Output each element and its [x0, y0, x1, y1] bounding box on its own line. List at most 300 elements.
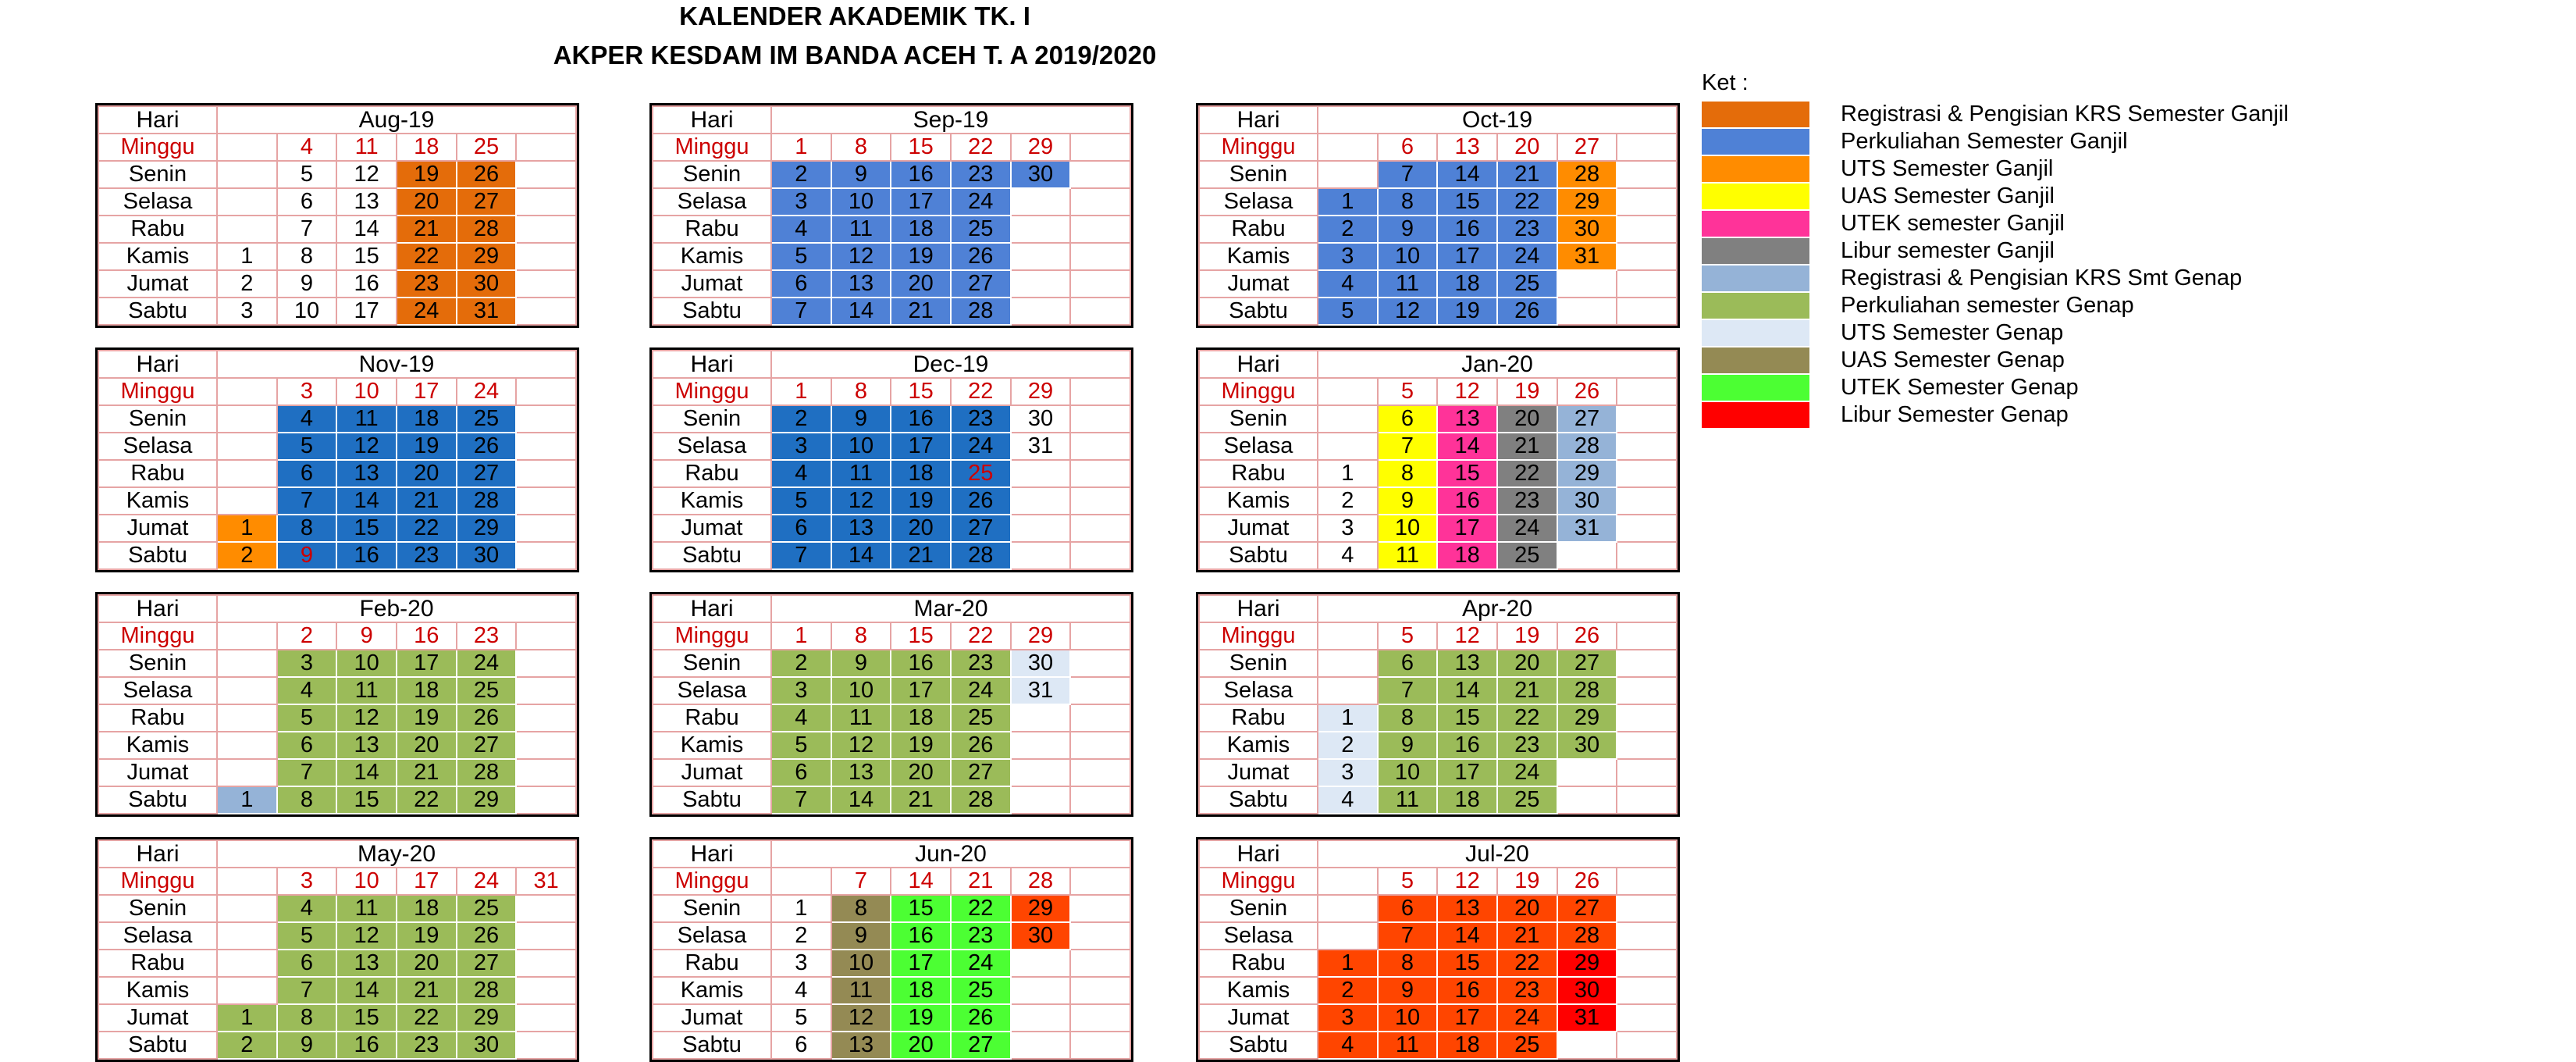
month-calendar — [649, 103, 1133, 328]
date-cell: 14 — [831, 542, 891, 569]
date-cell: 16 — [1437, 732, 1497, 759]
date-cell — [1557, 270, 1617, 298]
date-cell: 27 — [951, 515, 1011, 542]
date-cell: 12 — [831, 487, 891, 515]
date-cell: 29 — [1557, 704, 1617, 732]
date-cell: 3 — [771, 677, 831, 704]
month-calendar — [95, 103, 579, 328]
date-cell: 15 — [1437, 188, 1497, 216]
date-cell: 1 — [771, 895, 831, 922]
date-cell: 15 — [336, 515, 397, 542]
legend-item — [1702, 211, 2326, 238]
legend-swatch — [1702, 129, 1809, 155]
date-cell: 7 — [1378, 677, 1438, 704]
date-cell — [1070, 460, 1130, 487]
day-name: Selasa — [98, 188, 217, 216]
date-cell: 25 — [1497, 542, 1557, 569]
date-cell — [217, 759, 277, 786]
day-name: Sabtu — [98, 786, 217, 814]
day-name: Sabtu — [653, 542, 771, 569]
date-cell: 21 — [1497, 922, 1557, 950]
date-cell: 14 — [831, 298, 891, 325]
date-cell: 1 — [771, 134, 831, 161]
date-cell: 1 — [1318, 950, 1378, 977]
date-cell: 23 — [1497, 216, 1557, 243]
date-cell: 11 — [336, 134, 397, 161]
date-cell: 20 — [1497, 895, 1557, 922]
day-name: Minggu — [653, 378, 771, 405]
date-cell: 12 — [336, 704, 397, 732]
month-label: Mar-20 — [771, 595, 1130, 622]
day-name: Jumat — [98, 1004, 217, 1032]
legend-label: UTEK semester Ganjil — [1841, 211, 2065, 236]
date-cell: 13 — [831, 515, 891, 542]
day-name: Selasa — [1199, 433, 1318, 460]
date-cell — [1011, 460, 1071, 487]
date-cell: 5 — [1378, 868, 1438, 895]
date-cell — [1617, 378, 1677, 405]
date-cell — [516, 650, 576, 677]
date-cell: 26 — [457, 433, 517, 460]
date-cell — [1011, 542, 1071, 569]
day-name: Kamis — [98, 977, 217, 1004]
date-cell — [1617, 270, 1677, 298]
date-cell: 17 — [1437, 243, 1497, 270]
date-cell: 15 — [891, 378, 951, 405]
date-cell: 4 — [1318, 786, 1378, 814]
date-cell: 22 — [397, 1004, 457, 1032]
day-name: Rabu — [653, 704, 771, 732]
date-cell: 3 — [771, 950, 831, 977]
date-cell — [1617, 895, 1677, 922]
date-cell: 22 — [951, 622, 1011, 650]
date-cell: 22 — [397, 786, 457, 814]
date-cell: 3 — [277, 378, 337, 405]
date-cell: 1 — [217, 243, 277, 270]
date-cell: 6 — [771, 270, 831, 298]
date-cell — [217, 677, 277, 704]
date-cell — [516, 677, 576, 704]
date-cell — [1617, 704, 1677, 732]
date-cell: 17 — [336, 298, 397, 325]
date-cell: 29 — [457, 786, 517, 814]
date-cell: 21 — [951, 868, 1011, 895]
date-cell: 9 — [336, 622, 397, 650]
date-cell — [1557, 786, 1617, 814]
month-label: Oct-19 — [1318, 106, 1677, 134]
date-cell: 22 — [951, 134, 1011, 161]
date-cell: 2 — [1318, 977, 1378, 1004]
date-cell: 30 — [1011, 161, 1071, 188]
date-cell: 28 — [951, 298, 1011, 325]
date-cell — [1557, 1032, 1617, 1059]
date-cell: 27 — [457, 950, 517, 977]
date-cell: 14 — [1437, 922, 1497, 950]
date-cell: 11 — [831, 704, 891, 732]
date-cell — [516, 243, 576, 270]
date-cell: 19 — [397, 161, 457, 188]
date-cell: 10 — [336, 650, 397, 677]
date-cell: 3 — [1318, 1004, 1378, 1032]
day-name: Jumat — [98, 270, 217, 298]
month-calendar — [95, 347, 579, 572]
date-cell: 27 — [457, 732, 517, 759]
day-name: Selasa — [653, 677, 771, 704]
date-cell: 12 — [336, 433, 397, 460]
date-cell: 25 — [951, 704, 1011, 732]
month-calendar — [649, 837, 1133, 1062]
date-cell: 11 — [1378, 542, 1438, 569]
date-cell: 6 — [771, 1032, 831, 1059]
day-name: Kamis — [98, 243, 217, 270]
date-cell: 24 — [1497, 515, 1557, 542]
date-cell: 1 — [217, 786, 277, 814]
day-header: Hari — [98, 595, 217, 622]
date-cell: 11 — [831, 977, 891, 1004]
date-cell — [1011, 977, 1071, 1004]
day-name: Senin — [653, 405, 771, 433]
legend-label: Registrasi & Pengisian KRS Semester Ganjil — [1841, 102, 2289, 127]
day-name: Rabu — [653, 460, 771, 487]
page-title: KALENDER AKADEMIK TK. I — [679, 2, 1030, 30]
date-cell: 6 — [277, 732, 337, 759]
date-cell: 16 — [891, 405, 951, 433]
date-cell — [516, 950, 576, 977]
date-cell — [1318, 161, 1378, 188]
date-cell — [1617, 1032, 1677, 1059]
date-cell — [516, 378, 576, 405]
date-cell — [1617, 134, 1677, 161]
date-cell: 20 — [397, 460, 457, 487]
day-name: Selasa — [1199, 188, 1318, 216]
day-name: Minggu — [1199, 378, 1318, 405]
date-cell: 8 — [831, 895, 891, 922]
date-cell — [1011, 704, 1071, 732]
day-header: Hari — [653, 106, 771, 134]
date-cell: 16 — [1437, 977, 1497, 1004]
month-calendar — [1196, 592, 1680, 817]
day-name: Sabtu — [98, 298, 217, 325]
month-label: Apr-20 — [1318, 595, 1677, 622]
month-label: Feb-20 — [217, 595, 576, 622]
day-name: Senin — [653, 161, 771, 188]
date-cell: 22 — [1497, 460, 1557, 487]
date-cell: 20 — [397, 732, 457, 759]
date-cell: 5 — [277, 161, 337, 188]
day-name: Rabu — [1199, 460, 1318, 487]
date-cell: 8 — [277, 1004, 337, 1032]
date-cell: 12 — [1437, 868, 1497, 895]
date-cell: 14 — [831, 786, 891, 814]
date-cell: 18 — [1437, 542, 1497, 569]
date-cell: 12 — [1437, 378, 1497, 405]
day-name: Kamis — [98, 487, 217, 515]
day-name: Jumat — [1199, 515, 1318, 542]
day-header: Hari — [653, 840, 771, 868]
legend-item — [1702, 266, 2326, 293]
date-cell — [1617, 868, 1677, 895]
date-cell: 26 — [457, 161, 517, 188]
date-cell: 21 — [397, 759, 457, 786]
date-cell — [516, 433, 576, 460]
day-header: Hari — [1199, 595, 1318, 622]
date-cell: 8 — [1378, 188, 1438, 216]
date-cell — [217, 433, 277, 460]
day-name: Selasa — [1199, 922, 1318, 950]
date-cell: 25 — [1497, 786, 1557, 814]
day-name: Sabtu — [1199, 1032, 1318, 1059]
date-cell: 21 — [1497, 161, 1557, 188]
day-name: Minggu — [653, 868, 771, 895]
date-cell: 11 — [831, 216, 891, 243]
date-cell: 26 — [1557, 378, 1617, 405]
day-name: Kamis — [653, 977, 771, 1004]
date-cell: 14 — [336, 216, 397, 243]
date-cell: 31 — [1011, 677, 1071, 704]
date-cell — [1070, 298, 1130, 325]
date-cell: 30 — [457, 270, 517, 298]
date-cell: 31 — [457, 298, 517, 325]
date-cell — [1617, 542, 1677, 569]
date-cell: 22 — [397, 515, 457, 542]
date-cell: 20 — [397, 188, 457, 216]
date-cell: 2 — [217, 1032, 277, 1059]
date-cell: 9 — [831, 405, 891, 433]
date-cell: 25 — [1497, 270, 1557, 298]
date-cell: 26 — [457, 704, 517, 732]
date-cell: 1 — [771, 622, 831, 650]
date-cell — [1318, 922, 1378, 950]
date-cell — [1617, 487, 1677, 515]
date-cell: 27 — [951, 759, 1011, 786]
date-cell: 29 — [1557, 950, 1617, 977]
date-cell: 7 — [277, 216, 337, 243]
day-name: Jumat — [98, 759, 217, 786]
date-cell: 6 — [1378, 895, 1438, 922]
date-cell: 23 — [397, 270, 457, 298]
date-cell: 6 — [1378, 134, 1438, 161]
date-cell: 28 — [1557, 161, 1617, 188]
date-cell — [217, 487, 277, 515]
date-cell — [516, 1004, 576, 1032]
legend-swatch — [1702, 238, 1809, 264]
date-cell: 28 — [1011, 868, 1071, 895]
day-name: Rabu — [98, 950, 217, 977]
date-cell: 24 — [951, 677, 1011, 704]
date-cell: 30 — [1011, 650, 1071, 677]
date-cell — [217, 650, 277, 677]
date-cell: 10 — [336, 868, 397, 895]
date-cell — [217, 704, 277, 732]
date-cell: 14 — [336, 977, 397, 1004]
date-cell — [516, 188, 576, 216]
date-cell: 5 — [277, 433, 337, 460]
date-cell — [516, 405, 576, 433]
legend-item — [1702, 347, 2326, 375]
date-cell — [1070, 515, 1130, 542]
date-cell: 25 — [457, 134, 517, 161]
date-cell: 18 — [397, 895, 457, 922]
date-cell: 23 — [951, 405, 1011, 433]
date-cell: 7 — [831, 868, 891, 895]
date-cell: 9 — [1378, 977, 1438, 1004]
date-cell: 21 — [891, 542, 951, 569]
date-cell: 4 — [771, 704, 831, 732]
date-cell — [1617, 950, 1677, 977]
day-name: Senin — [1199, 405, 1318, 433]
date-cell: 6 — [277, 188, 337, 216]
day-name: Senin — [653, 650, 771, 677]
date-cell: 10 — [831, 677, 891, 704]
date-cell: 19 — [397, 922, 457, 950]
date-cell: 18 — [891, 460, 951, 487]
day-name: Minggu — [98, 622, 217, 650]
date-cell: 2 — [1318, 216, 1378, 243]
date-cell — [1617, 786, 1677, 814]
date-cell: 13 — [336, 460, 397, 487]
date-cell: 6 — [771, 759, 831, 786]
date-cell — [1617, 188, 1677, 216]
date-cell: 7 — [771, 786, 831, 814]
day-name: Senin — [1199, 895, 1318, 922]
date-cell — [217, 922, 277, 950]
date-cell: 23 — [457, 622, 517, 650]
legend-swatch — [1702, 320, 1809, 346]
date-cell — [217, 161, 277, 188]
day-name: Senin — [98, 161, 217, 188]
date-cell — [1617, 405, 1677, 433]
date-cell: 7 — [1378, 922, 1438, 950]
legend-swatch — [1702, 184, 1809, 209]
date-cell — [1070, 622, 1130, 650]
date-cell: 15 — [336, 1004, 397, 1032]
date-cell — [516, 161, 576, 188]
date-cell: 21 — [397, 216, 457, 243]
date-cell: 1 — [771, 378, 831, 405]
day-name: Minggu — [653, 622, 771, 650]
date-cell — [1617, 1004, 1677, 1032]
legend-label: UAS Semester Ganjil — [1841, 184, 2055, 208]
date-cell: 2 — [1318, 732, 1378, 759]
legend-swatch — [1702, 402, 1809, 428]
date-cell: 31 — [1557, 243, 1617, 270]
date-cell: 9 — [277, 542, 337, 569]
date-cell — [1070, 1004, 1130, 1032]
day-name: Selasa — [653, 922, 771, 950]
date-cell: 14 — [1437, 161, 1497, 188]
date-cell: 19 — [1497, 378, 1557, 405]
date-cell: 10 — [831, 433, 891, 460]
date-cell: 30 — [457, 542, 517, 569]
date-cell: 6 — [277, 950, 337, 977]
date-cell: 8 — [277, 786, 337, 814]
date-cell — [1617, 977, 1677, 1004]
date-cell: 2 — [771, 161, 831, 188]
date-cell: 1 — [1318, 188, 1378, 216]
day-name: Rabu — [98, 704, 217, 732]
date-cell: 25 — [951, 460, 1011, 487]
month-calendar — [1196, 837, 1680, 1062]
date-cell: 18 — [891, 977, 951, 1004]
day-name: Minggu — [653, 134, 771, 161]
date-cell: 28 — [951, 542, 1011, 569]
date-cell — [217, 460, 277, 487]
legend-item — [1702, 129, 2326, 156]
date-cell: 27 — [951, 270, 1011, 298]
date-cell: 9 — [1378, 216, 1438, 243]
date-cell: 27 — [1557, 650, 1617, 677]
date-cell: 8 — [277, 243, 337, 270]
date-cell: 18 — [891, 704, 951, 732]
date-cell: 16 — [891, 922, 951, 950]
date-cell: 5 — [771, 732, 831, 759]
date-cell: 8 — [1378, 950, 1438, 977]
date-cell — [1070, 487, 1130, 515]
date-cell — [1011, 188, 1071, 216]
date-cell: 29 — [457, 243, 517, 270]
day-name: Jumat — [653, 270, 771, 298]
date-cell: 9 — [831, 650, 891, 677]
day-header: Hari — [653, 595, 771, 622]
date-cell: 31 — [1011, 433, 1071, 460]
date-cell — [1011, 786, 1071, 814]
day-name: Kamis — [653, 243, 771, 270]
date-cell: 25 — [951, 977, 1011, 1004]
date-cell — [217, 405, 277, 433]
date-cell: 13 — [831, 270, 891, 298]
date-cell: 15 — [336, 786, 397, 814]
date-cell: 28 — [1557, 922, 1617, 950]
date-cell: 2 — [217, 542, 277, 569]
date-cell: 16 — [336, 1032, 397, 1059]
date-cell: 23 — [1497, 732, 1557, 759]
day-name: Minggu — [1199, 622, 1318, 650]
date-cell: 19 — [397, 433, 457, 460]
date-cell: 25 — [951, 216, 1011, 243]
date-cell: 3 — [277, 650, 337, 677]
date-cell: 29 — [1011, 895, 1071, 922]
date-cell — [1617, 732, 1677, 759]
date-cell: 5 — [277, 922, 337, 950]
date-cell — [1318, 895, 1378, 922]
date-cell: 11 — [1378, 786, 1438, 814]
date-cell: 19 — [891, 243, 951, 270]
date-cell — [1070, 216, 1130, 243]
day-name: Rabu — [653, 216, 771, 243]
date-cell: 29 — [1557, 460, 1617, 487]
legend-label: Perkuliahan semester Genap — [1841, 293, 2134, 318]
date-cell: 30 — [1557, 732, 1617, 759]
day-name: Sabtu — [653, 786, 771, 814]
date-cell: 15 — [891, 134, 951, 161]
date-cell: 20 — [397, 950, 457, 977]
date-cell: 10 — [336, 378, 397, 405]
date-cell: 24 — [1497, 759, 1557, 786]
date-cell — [1617, 622, 1677, 650]
day-name: Senin — [98, 895, 217, 922]
date-cell — [1011, 759, 1071, 786]
date-cell: 21 — [1497, 433, 1557, 460]
date-cell: 28 — [457, 216, 517, 243]
day-name: Rabu — [98, 216, 217, 243]
date-cell: 29 — [1557, 188, 1617, 216]
date-cell — [1070, 786, 1130, 814]
date-cell — [1557, 759, 1617, 786]
legend-swatch — [1702, 156, 1809, 182]
legend-item — [1702, 156, 2326, 184]
date-cell: 17 — [891, 677, 951, 704]
date-cell — [516, 216, 576, 243]
